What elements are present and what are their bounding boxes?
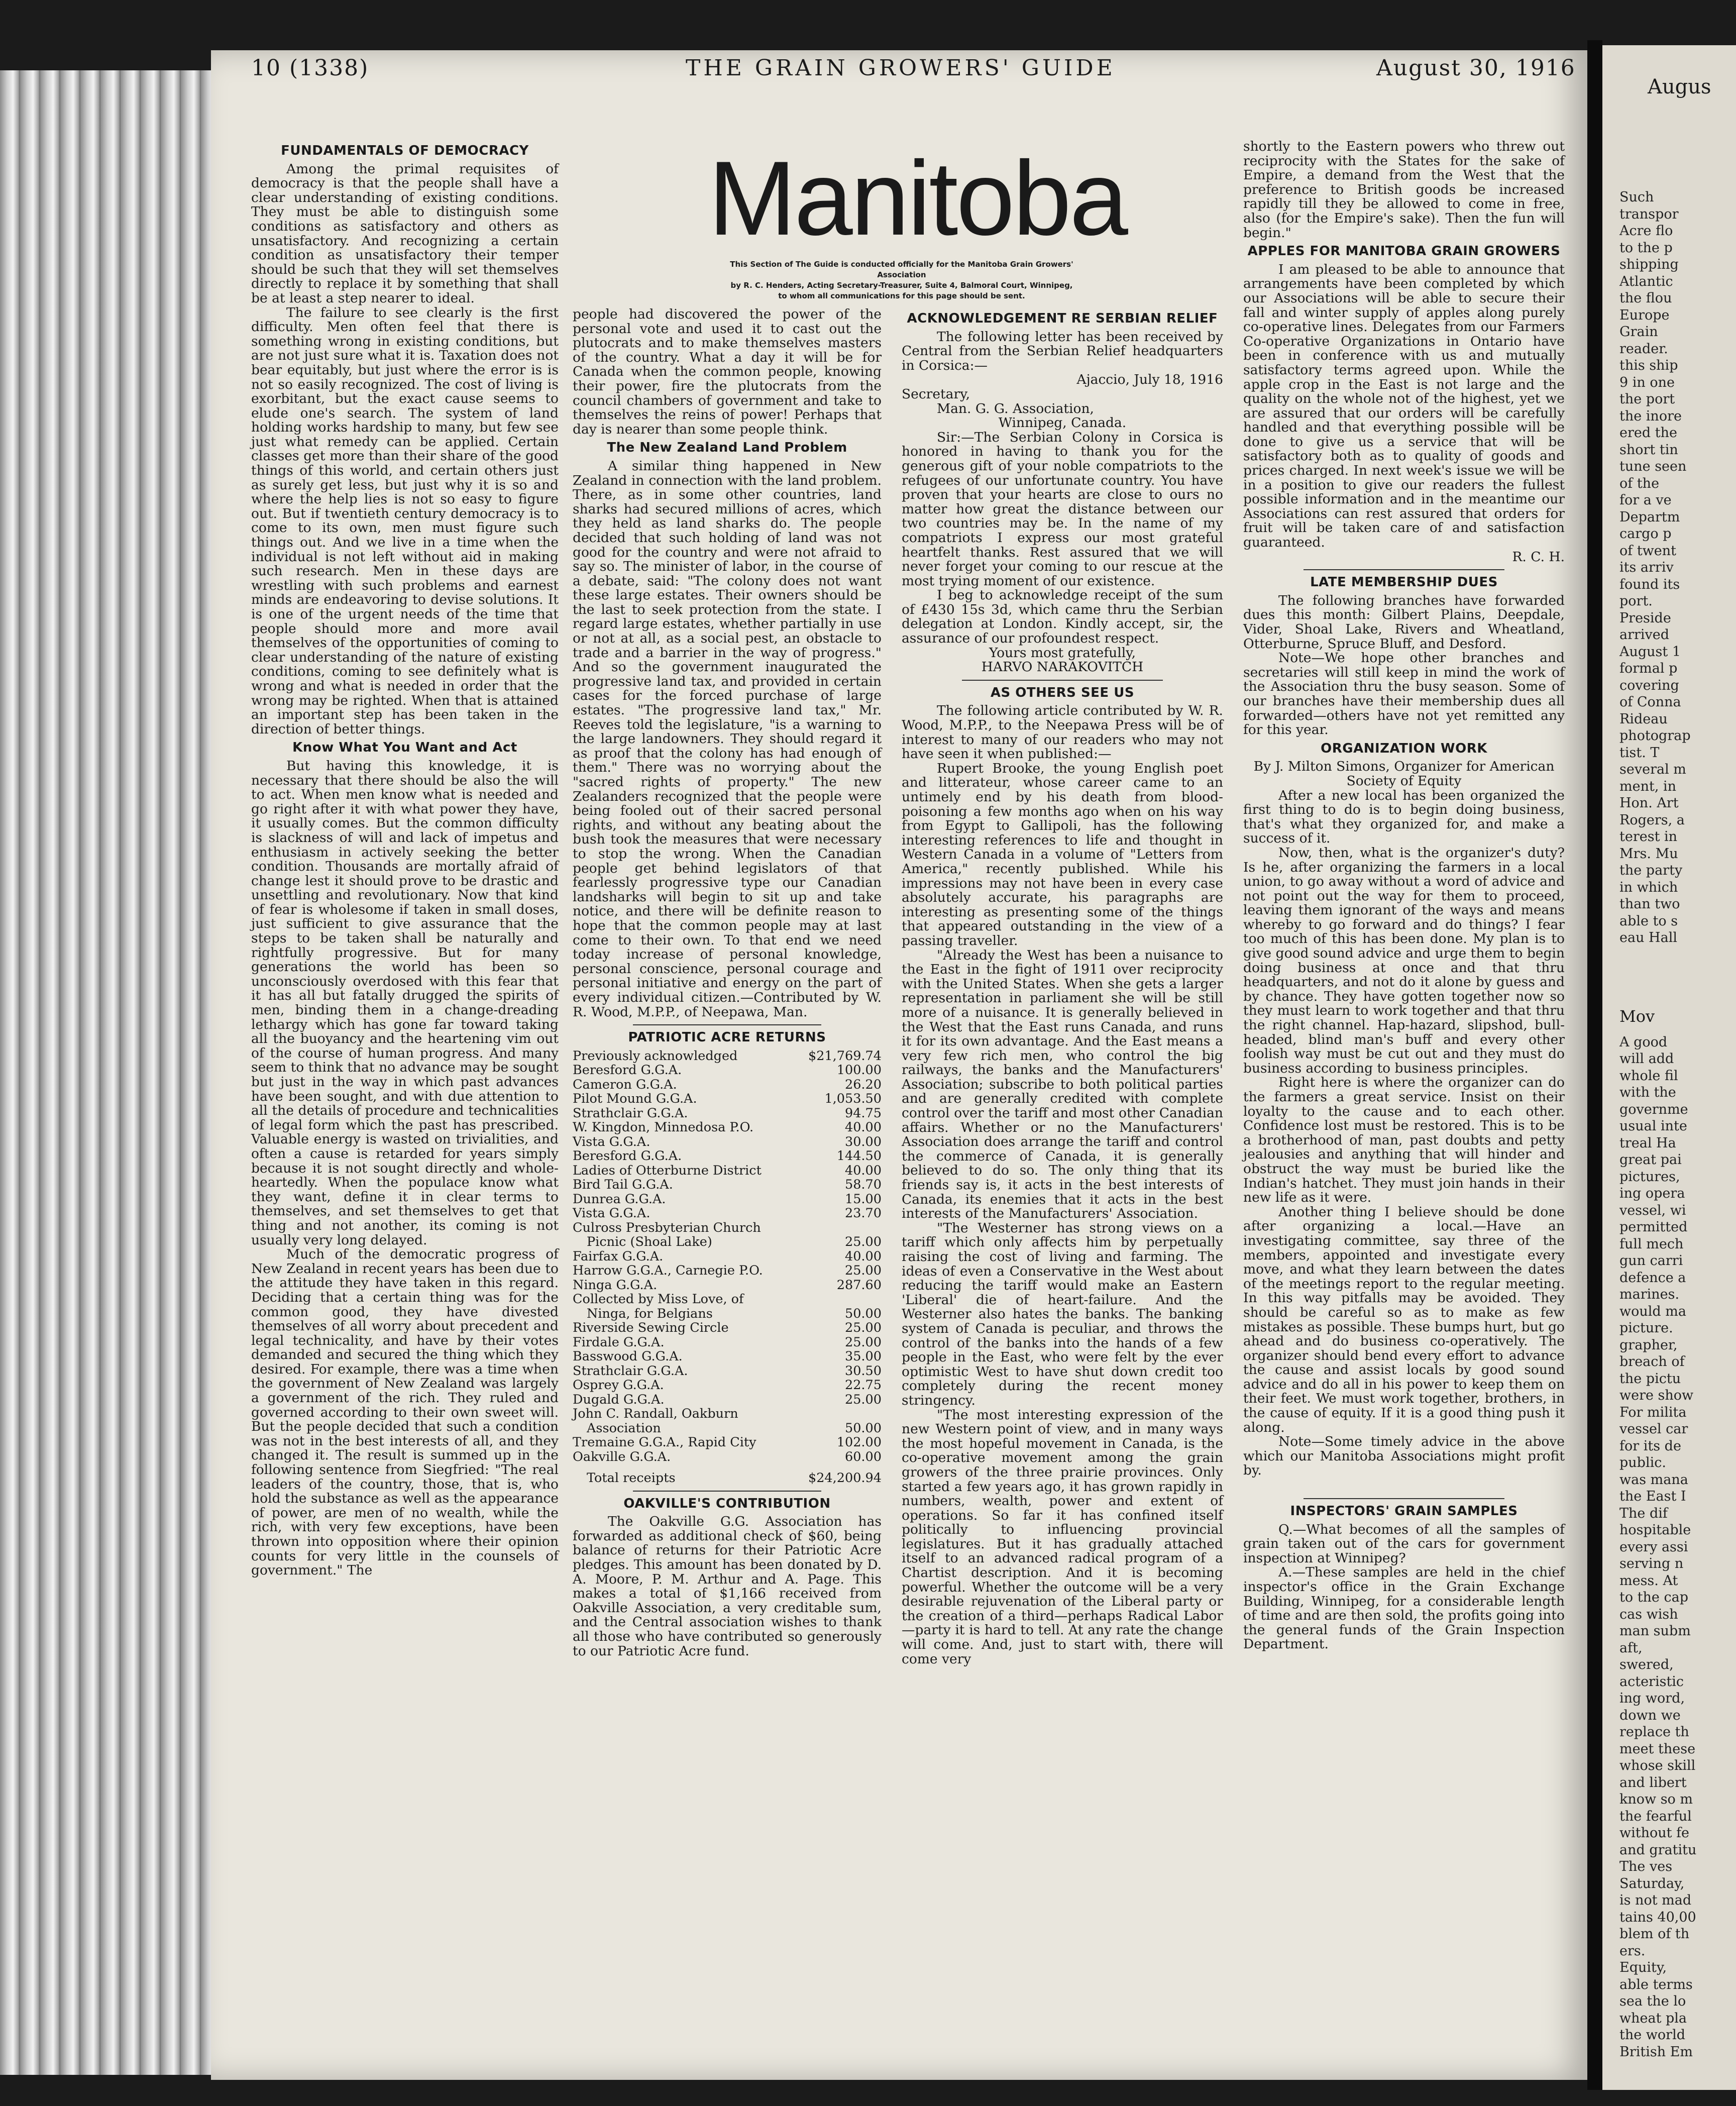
acre-total-value: $24,200.94 (808, 1470, 882, 1486)
paragraph: Sir:—The Serbian Colony in Corsica is honored in having to thank you for the generous gift of your noble compatriots to the refugees of our unfortunate country. You have proven that your hearts are close to ours no matter how great the distance between our two countries may be. In the name of my compatriots I express our most grateful heartfelt thanks. Rest assured that we will never forget your coming to our rescue at the most trying moment of our existence. (902, 429, 1223, 589)
facing-page-line: For milita (1619, 1404, 1687, 1420)
acre-row-value: 144.50 (836, 1148, 882, 1164)
paragraph: The following letter has been received by Central from the Serbian Relief headquarters in Corsica:— (902, 329, 1223, 373)
facing-page-line: was mana (1619, 1471, 1688, 1488)
acre-row (573, 1378, 882, 1393)
column-1 (251, 140, 559, 1578)
acre-row-value: 50.00 (844, 1306, 882, 1321)
acre-row (573, 1063, 882, 1078)
facing-page-line: eau Hall (1619, 930, 1677, 945)
acre-row-name: Dugald G.G.A. (573, 1392, 665, 1407)
acre-row-name: Picnic (Shoal Lake) (587, 1234, 712, 1250)
facing-page-line: Preside (1619, 610, 1671, 626)
heading-new-zealand-land-problem: The New Zealand Land Problem (607, 440, 847, 456)
facing-page-line: man subm (1619, 1623, 1691, 1639)
facing-page-line: the world (1619, 2027, 1685, 2043)
facing-page-line: serving n (1619, 1556, 1684, 1571)
facing-page-line: ment, in (1619, 778, 1677, 794)
paragraph: A similar thing happened in New Zealand in connection with the land problem. There, as in some other countries, land sharks had secured millions of acres, which they held as land sharks do. The people decided that such holding of land was not good for the country and were not afraid to say so. The minister of labor, in the course of a debate, said: "The colony does not want these large estates. Their owners should be the last to seek protection from the state. I regard large estates, whether partially in use or not at all, as a social pest, an obstacle to trade and a barrier in the way of progress." And so the government inaugurated the progressive land tax, and provided in certain cases for the forced purchase of large estates. "The progressive land tax," Mr. Reeves told the legislature, "is a warning to the large landowners. They should regard it as proof that the colony has had enough of them." There was no worrying about the "sacred rights of property." The new Zealanders recognized that the people were being fooled out of their sacred personal rights, and without any beating about the bush took the measures that were necessary to stop the wrong. When the Canadian people get behind legislators of that fearlessly progressive type our Canadian landsharks will begin to sit up and take notice, and there will be definite reason to hope that the common people may at last come to their own. To that end we need today increase of personal knowledge, personal conscience, personal courage and personal initiative and energy on the part of every individual citizen.—Contributed by W. R. Wood, M.P.P., of Neepawa, Man. (573, 458, 882, 1020)
facing-page-line: photograp (1619, 728, 1691, 744)
acre-row-value: 25.00 (844, 1320, 882, 1336)
facing-page-line: vessel car (1619, 1421, 1688, 1437)
heading-late-membership-dues: LATE MEMBERSHIP DUES (1310, 575, 1498, 590)
facing-page-line: ers. (1619, 1943, 1646, 1959)
facing-page-line: tains 40,00 (1619, 1909, 1696, 1925)
facing-page-line: for a ve (1619, 492, 1672, 508)
paragraph: Much of the democratic progress of New Zealand in recent years has been due to the attitude they have taken in this regard. Deciding that a certain thing was for the common good, they have divested themselves of all worry about precedent and legal technicality, and have by their votes demanded and secured the thing which they desired. For example, there was a time when the government of New Zealand was largely a government of the rich. They ruled and governed according to their own sweet will. But the people decided that such a condition was not in the best interests of all, and they changed it. The result is summed up in the following sentence from Siegfried: "The real leaders of the country, those, that is, who hold the substance as well as the appearance of power, are men of no wealth, while the rich, with very few exceptions, have been thrown into opposition where their opinion counts for very little in the counsels of government." The (251, 1246, 559, 1578)
facing-page-line: the fearful (1619, 1808, 1692, 1824)
facing-page-line: full mech (1619, 1236, 1684, 1252)
facing-page-line: several m (1619, 762, 1686, 777)
facing-page-line: the East I (1619, 1489, 1686, 1504)
acre-row (573, 1407, 882, 1421)
facing-page-line: Departm (1619, 509, 1680, 525)
facing-page-line: Acre flo (1619, 223, 1673, 239)
facing-page-line: usual inte (1619, 1118, 1687, 1134)
facing-page-line: tune seen (1619, 459, 1687, 474)
facing-page-line: pictures, (1619, 1169, 1680, 1185)
column-2 (573, 307, 882, 1658)
facing-page-line: arrived (1619, 627, 1670, 643)
facing-page-line: ered the (1619, 425, 1677, 441)
facing-page-line: replace th (1619, 1724, 1689, 1740)
facing-page-line: in which (1619, 879, 1678, 895)
acre-row-name: John C. Randall, Oakburn (573, 1406, 738, 1422)
acre-row-name: Vista G.G.A. (573, 1134, 650, 1149)
facing-page-line: covering (1619, 677, 1679, 693)
acre-row-value: 287.60 (836, 1277, 882, 1293)
masthead-note-line: to whom all communications for this page should be sent. (778, 291, 1025, 300)
letter-closing: Yours most gratefully, (989, 645, 1136, 661)
acre-row-name: Pilot Mound G.G.A. (573, 1091, 697, 1107)
acre-row (573, 1263, 882, 1278)
facing-page-line: public. (1619, 1455, 1666, 1470)
facing-page-line: Rideau (1619, 711, 1668, 727)
acre-row-value: 40.00 (844, 1163, 882, 1178)
facing-page-line: this ship (1619, 358, 1678, 373)
acre-row-value: 26.20 (844, 1077, 882, 1092)
acre-row-name: Cameron G.G.A. (573, 1077, 677, 1092)
facing-page-line: permitted (1619, 1219, 1688, 1235)
acre-row-name: Tremaine G.G.A., Rapid City (573, 1435, 756, 1450)
acre-row-value: $21,769.74 (808, 1048, 882, 1064)
acre-row (573, 1092, 882, 1106)
facing-page-line: short tin (1619, 442, 1678, 458)
heading-organization-work: ORGANIZATION WORK (1321, 741, 1487, 756)
paragraph: But having this knowledge, it is necessary that there should be also the will to act. When men know what is needed and go right after it with what power they have, it usually comes. But the common difficulty is slackness of will and lack of impetus and enthusiasm in actively seeking the better condition. Thousands are mortally afraid of change lest it should prove to be drastic and unsettling and revolutionary. Now that kind of fear is wholesome if taken in small doses, just sufficient to give assurance that the steps to be taken shall be naturally and rightfully progressive. But for many generations the world has been so unconsciously overdosed with this fear that it has all but fatally drugged the spirits of men, binding them in a change-dreading lethargy which has gone far toward taking all the buoyancy and the heartening vim out of the course of human progress. And many seem to think that no advance may be sought but just in the way in which past advances have been sought, and with due attention to all the details of procedure and technicalities of legal form which the past has prescribed. Valuable energy is wasted on trivialities, and often a cause is retarded for years simply because it is not sought directly and whole-heartedly. When the populace know what they want, define it in clear terms to themselves, and set themselves to get that thing and not another, its coming is not usually very long delayed. (251, 758, 559, 1248)
paragraph: Among the primal requisites of democracy is that the people shall have a clear understanding of existing conditions. They must be able to distinguish some conditions as satisfactory and others as unsatisfactory. And recognizing a certain condition as unsatisfactory their temper should be such that they will set themselves directly to replace it by something that shall be at least a step nearer to ideal. (251, 161, 559, 306)
book-page-edges (0, 70, 211, 2075)
heading-know-what-you-want: Know What You Want and Act (292, 740, 517, 756)
facing-page-line: acteristic (1619, 1673, 1684, 1690)
facing-page-line: great pai (1619, 1152, 1682, 1168)
facing-page-line: able to s (1619, 913, 1678, 929)
acre-row-name: Ninga G.G.A. (573, 1277, 658, 1293)
facing-page-line: Mrs. Mu (1619, 846, 1678, 862)
page-number: 10 (1338) (251, 55, 369, 81)
acre-row (573, 1178, 882, 1192)
acre-total-label: Total receipts (587, 1470, 676, 1486)
facing-page-line: gun carri (1619, 1253, 1683, 1269)
facing-page-line: cargo p (1619, 526, 1672, 542)
facing-page-line: Grain (1619, 324, 1658, 340)
facing-page-header: Augus (1648, 75, 1711, 98)
acre-total-row (573, 1464, 882, 1486)
acre-row-value: 15.00 (844, 1191, 882, 1207)
facing-page-line: the flou (1619, 290, 1672, 306)
acre-row-value: 25.00 (844, 1234, 882, 1250)
acre-row (573, 1435, 882, 1450)
acre-row (573, 1120, 882, 1135)
facing-page-line: 9 in one (1619, 374, 1675, 390)
facing-page-line: sea the lo (1619, 1993, 1686, 2009)
facing-page-line: shipping (1619, 257, 1679, 272)
acre-row-value: 50.00 (844, 1420, 882, 1436)
acre-row-value: 58.70 (844, 1177, 882, 1193)
heading-serbian-relief: ACKNOWLEDGEMENT RE SERBIAN RELIEF (907, 311, 1218, 326)
facing-page-line: August 1 (1619, 644, 1681, 660)
facing-page-line: reader. (1619, 341, 1668, 357)
facing-page-line: cas wish (1619, 1606, 1678, 1622)
acre-row-name: Collected by Miss Love, of (573, 1292, 744, 1307)
masthead (708, 139, 1126, 301)
acre-row-name: Harrow G.G.A., Carnegie P.O. (573, 1263, 763, 1279)
acre-row-value: 94.75 (844, 1105, 882, 1121)
facing-page-line: The dif (1619, 1505, 1668, 1521)
acre-row-value: 30.50 (844, 1363, 882, 1379)
acre-row-name: Strathclair G.G.A. (573, 1105, 688, 1121)
acre-row-value: 1,053.50 (824, 1091, 882, 1107)
facing-page-line: down we (1619, 1707, 1681, 1723)
acre-row-value: 100.00 (836, 1063, 882, 1078)
acre-row (573, 1049, 882, 1064)
acre-row (573, 1235, 882, 1249)
facing-page-line: of the (1619, 475, 1660, 491)
facing-page-line: governme (1619, 1101, 1688, 1117)
paragraph: people had discovered the power of the personal vote and used it to cast out the plutocrats and to make themselves masters of the country. What a day it will be for Canada when the common people, knowing their power, fire the plutocrats from the council chambers of government and take to themselves the reins of power! Perhaps that day is nearer than some people think. (573, 306, 882, 437)
facing-page-subhead: Mov (1619, 1006, 1655, 1026)
facing-page-line: Equity, (1619, 1960, 1667, 1975)
paragraph: Right here is where the organizer can do the farmers a great service. Insist on their loyalty to the cause and to each other. Confidence lost must be restored. This is to be a brotherhood of man, past doubts and petty jealousies and anything that will hinder and obstruct the way must be buried like the Indian's hatchet. They must join hands in their new life as it were. (1243, 1075, 1565, 1206)
letter-address: Man. G. G. Association, (937, 400, 1094, 416)
letter-signature: HARVO NARAKOVITCH (981, 659, 1144, 675)
acre-row (573, 1349, 882, 1364)
acre-row-value (792, 1292, 882, 1307)
facing-page-line: Europe (1619, 307, 1670, 323)
facing-page-line: able terms (1619, 1976, 1693, 1992)
publication-title: THE GRAIN GROWERS' GUIDE (686, 55, 1116, 81)
acre-row-name: W. Kingdon, Minnedosa P.O. (573, 1120, 754, 1135)
facing-page-line: the pictu (1619, 1371, 1681, 1387)
patriotic-acre-table (573, 1049, 882, 1486)
facing-page-line: know so m (1619, 1792, 1693, 1807)
acre-row (573, 1249, 882, 1264)
facing-page-line: Rogers, a (1619, 812, 1685, 828)
acre-row (573, 1221, 882, 1235)
facing-page-lines (1602, 189, 1736, 946)
facing-page-line: and gratitu (1619, 1842, 1697, 1858)
acre-row (573, 1206, 882, 1221)
paragraph: "The Westerner has strong views on a tariff which only affects him by perpetually raising the cost of living and farming. The ideas of even a Conservative in the West about reducing the tariff would make an Eastern 'Liberal' die of heart-failure. And the Westerner also hates the banks. The banking system of Canada is peculiar, and throws the control of the banks into the hands of a few people in the East, who were felt by the ever optimistic West to have shut down credit too completely during the recent money stringency. (902, 1220, 1223, 1408)
masthead-note-line: by R. C. Henders, Acting Secretary-Treasurer, Suite 4, Balmoral Court, Winnipeg, (730, 281, 1073, 290)
facing-page-line: for its de (1619, 1438, 1681, 1454)
issue-date: August 30, 1916 (1376, 55, 1576, 81)
acre-row-value: 40.00 (844, 1120, 882, 1135)
facing-page-line: will add (1619, 1051, 1674, 1067)
facing-page-line: defence a (1619, 1270, 1686, 1286)
divider (1304, 1498, 1504, 1499)
acre-row-value: 102.00 (836, 1435, 882, 1450)
facing-page-line: treal Ha (1619, 1135, 1676, 1151)
facing-page-line: wheat pla (1619, 2010, 1687, 2026)
acre-row-value (792, 1221, 882, 1235)
facing-page-line: picture. (1619, 1320, 1673, 1336)
divider (633, 1491, 821, 1492)
acre-row-value: 35.00 (844, 1349, 882, 1364)
heading-inspectors-grain-samples: INSPECTORS' GRAIN SAMPLES (1290, 1504, 1518, 1519)
acre-row (573, 1421, 882, 1436)
facing-page-line: marines. (1619, 1287, 1680, 1302)
acre-row (573, 1135, 882, 1149)
facing-page-line: vessel, wi (1619, 1202, 1686, 1218)
facing-page-line: mess. At (1619, 1572, 1678, 1589)
paragraph: Q.—What becomes of all the samples of grain taken out of the cars for government inspection at Winnipeg? (1243, 1521, 1565, 1566)
heading-oakvilles-contribution: OAKVILLE'S CONTRIBUTION (623, 1496, 831, 1511)
paragraph: Note—Some timely advice in the above which our Manitoba Associations might profit by. (1243, 1434, 1565, 1479)
facing-page-line: without fe (1619, 1825, 1690, 1841)
facing-page-line: the party (1619, 863, 1683, 878)
facing-page-line: and libert (1619, 1774, 1687, 1791)
facing-page-line: the inore (1619, 408, 1682, 424)
acre-row-name: Dunrea G.G.A. (573, 1191, 666, 1207)
acre-row-name: Bird Tail G.G.A. (573, 1177, 673, 1193)
facing-page-line: tist. T (1619, 745, 1660, 761)
heading-fundamentals-of-democracy: FUNDAMENTALS OF DEMOCRACY (281, 143, 529, 158)
paragraph: After a new local has been organized the first thing to do is to begin doing business, that's what they organized for, and make a success of it. (1243, 787, 1565, 847)
divider (1304, 569, 1504, 570)
acre-row (573, 1106, 882, 1121)
facing-page-line: ing opera (1619, 1186, 1685, 1201)
acre-row (573, 1450, 882, 1464)
masthead-note (708, 259, 1095, 301)
facing-page-line: The ves (1619, 1859, 1673, 1874)
facing-page-line: swered, (1619, 1657, 1674, 1672)
acre-row-name: Basswood G.G.A. (573, 1349, 683, 1364)
facing-page-lines-2 (1602, 1034, 1736, 2061)
facing-page-line: Saturday, (1619, 1875, 1685, 1891)
column-4 (1243, 140, 1565, 1652)
acre-row (573, 1292, 882, 1307)
facing-page-line: Atlantic (1619, 273, 1673, 289)
facing-page-line: its arriv (1619, 560, 1674, 575)
acre-row (573, 1335, 882, 1350)
acre-row-value: 25.00 (844, 1263, 882, 1279)
acre-row-value: 25.00 (844, 1392, 882, 1407)
facing-page (1602, 45, 1736, 2090)
facing-page-line: is not mad (1619, 1892, 1692, 1908)
acre-row-name: Ninga, for Belgians (587, 1306, 713, 1321)
paragraph: I beg to acknowledge receipt of the sum of £430 15s 3d, which came thru the Serbian delegation at London. Kindly accept, sir, the assurance of our profoundest respect. (902, 587, 1223, 647)
acre-row (573, 1321, 882, 1335)
acre-row-name: Fairfax G.G.A. (573, 1248, 664, 1264)
divider (962, 680, 1163, 681)
acre-row-value: 25.00 (844, 1334, 882, 1350)
acre-row-name: Culross Presbyterian Church (573, 1220, 761, 1235)
acre-row-name: Ladies of Otterburne District (573, 1163, 762, 1178)
masthead-title: Manitoba (708, 139, 1126, 257)
facing-page-line: Such (1619, 189, 1654, 205)
acre-row-value (792, 1407, 882, 1421)
paragraph: The Oakville G.G. Association has forwarded as additional check of $60, being balance of returns for their Patriotic Acre pledges. This amount has been donated by D. A. Moore, P. M. Arthur and A. Page. This makes a total of $1,166 received from Oakville Association, a very creditable sum, and the Central association wishes to thank all those who have contributed so generously to our Patriotic Acre fund. (573, 1514, 882, 1659)
acre-row-name: Beresford G.G.A. (573, 1148, 682, 1164)
book-gutter (1587, 40, 1602, 2090)
facing-page-line: ing word, (1619, 1691, 1685, 1706)
acre-row-name: Osprey G.G.A. (573, 1378, 664, 1393)
facing-page-line: aft, (1619, 1640, 1643, 1656)
facing-page-line: than two (1619, 896, 1680, 912)
acre-row-name: Riverside Sewing Circle (573, 1320, 729, 1336)
acre-row-name: Firdale G.G.A. (573, 1334, 665, 1350)
facing-page-line: to the cap (1619, 1590, 1688, 1605)
acre-row (573, 1307, 882, 1321)
facing-page-line: were show (1619, 1388, 1694, 1403)
signature-initials: R. C. H. (1512, 549, 1565, 565)
acre-row (573, 1393, 882, 1407)
letter-dateline: Ajaccio, July 18, 1916 (1076, 372, 1223, 388)
acre-row (573, 1192, 882, 1207)
heading-as-others-see-us: AS OTHERS SEE US (990, 685, 1135, 700)
paragraph: Rupert Brooke, the young English poet and litterateur, whose career came to an untimely end by his death from blood-poisoning a few months ago when on his way from Egypt to Gallipoli, has the following interesting references to life and thought in Western Canada in a volume of "Letters from America," recently published. While his impressions may not have been in every case absolutely accurate, his paragraphs are interesting as presenting some of the things that appeared outstanding in the view of a passing traveller. (902, 760, 1223, 949)
divider (633, 1024, 821, 1025)
acre-row-value: 30.00 (844, 1134, 882, 1149)
facing-page-line: blem of th (1619, 1926, 1690, 1942)
facing-page-line: A good (1619, 1034, 1668, 1050)
facing-page-line: formal p (1619, 661, 1678, 676)
acre-row-value: 22.75 (844, 1378, 882, 1393)
acre-row-name: Oakville G.G.A. (573, 1449, 671, 1464)
acre-row-value: 60.00 (844, 1449, 882, 1464)
acre-row-name: Vista G.G.A. (573, 1206, 650, 1221)
paragraph: I am pleased to be able to announce that arrangements have been completed by which our Associations will be able to secure their fall and winter supply of apples along purely co-operative lines. Delegates from our Farmers Co-operative Organizations in Ontario have been in conference with us and mutually satisfactory terms agreed upon. While the apple crop in the East is not large and the quality on the whole not of the highest, yet we are assured that our orders will be carefully handled and that everything possible will be done to give us a service that will be satisfactory both as to quality of goods and prices charged. In next week's issue we will be in a position to give our readers the fullest possible information and in the meantime our Associations can rest assured that orders for fruit will be taken care of and satisfaction guaranteed. (1243, 261, 1565, 551)
masthead-note-line: This Section of The Guide is conducted officially for the Manitoba Grain Growers' Association (730, 260, 1073, 279)
facing-page-line: would ma (1619, 1303, 1686, 1319)
acre-row-value: 23.70 (844, 1206, 882, 1221)
facing-page-line: found its (1619, 576, 1680, 592)
heading-patriotic-acre-returns: PATRIOTIC ACRE RETURNS (628, 1030, 826, 1045)
acre-row-name: Strathclair G.G.A. (573, 1363, 688, 1379)
facing-page-line: of twent (1619, 543, 1677, 559)
acre-row (573, 1364, 882, 1379)
column-3 (902, 307, 1223, 1666)
facing-page-line: to the p (1619, 240, 1673, 256)
byline: By J. Milton Simons, Organizer for American Society of Equity (1253, 759, 1555, 789)
facing-page-line: whose skill (1619, 1758, 1696, 1773)
heading-apples: APPLES FOR MANITOBA GRAIN GROWERS (1247, 244, 1561, 259)
acre-row-name: Previously acknowledged (573, 1048, 738, 1064)
facing-page-line: every assi (1619, 1539, 1688, 1555)
facing-page-line: breach of (1619, 1354, 1685, 1370)
paragraph: shortly to the Eastern powers who threw out reciprocity with the States for the sake of Empire, a demand from the West that the preference to British goods be increased rapidly till they be allowed to come in free, also (for the Empire's sake). Then the fun will begin." (1243, 139, 1565, 241)
acre-row-value: 40.00 (844, 1248, 882, 1264)
paragraph: The failure to see clearly is the first difficulty. Men often feel that there is something wrong in existing conditions, but are not just sure what it is. Taxation does not bear equitably, but just where the error is is not so easily recognized. The cost of living is exorbitant, but the exact cause seems to elude one's search. The system of land holding works hardship to many, but few see just what remedy can be applied. Certain classes get more than their share of the good things of this world, and certain others just as surely get less, but just why it is so and where the help lies is not so easy to figure out. But if twentieth century democracy is to come to its own, men must figure such things out. And we live in a time when the individual is not left without aid in making such research. Men in these days are wrestling with such problems and earnest minds are endeavoring to devise solutions. It is one of the urgent needs of the time that people should more and more avail themselves of the opportunities of coming to clear understanding of the nature of existing conditions, coming to see definitely what is wrong and what is needed in order that the wrong may be righted. When that is attained an important step has been taken in the direction of better things. (251, 304, 559, 737)
facing-page-line: British Em (1619, 2044, 1693, 2060)
acre-row-name: Association (587, 1420, 661, 1436)
paragraph: Note—We hope other branches and secretaries will still keep in mind the work of the Association thru the busy season. Some of our branches have their membership dues all forwarded—others have not yet remitted any for this year. (1243, 650, 1565, 738)
facing-page-line: port. (1619, 593, 1653, 609)
acre-row (573, 1278, 882, 1293)
acre-row (573, 1164, 882, 1178)
paragraph: The following article contributed by W. R. Wood, M.P.P., to the Neepawa Press will be of interest to many of our readers who may not have seen it when published:— (902, 703, 1223, 762)
paragraph: A.—These samples are held in the chief inspector's office in the Grain Exchange Building, Winnipeg, for a considerable length of time and are then sold, the profits going into the general funds of the Grain Inspection Department. (1243, 1564, 1565, 1652)
facing-page-line: transpor (1619, 206, 1679, 222)
paragraph: "The most interesting expression of the new Western point of view, and in many ways the most hopeful movement in Canada, is the co-operative movement among the grain growers of the three prairie provinces. Only started a few years ago, it has grown rapidly in numbers, wealth, power and extent of operations. So far it has confined itself politically to influencing provincial legislatures. But it has gradually attached itself to an advanced radical program of a Chartist description. And it is becoming powerful. Whether the outcome will be a very desirable rejuvenation of the Liberal party or the creation of a third—perhaps Radical Labor—party it is hard to tell. At any rate the change will come. And, just to start with, there will come very (902, 1407, 1223, 1667)
acre-row (573, 1149, 882, 1164)
facing-page-line: of Conna (1619, 694, 1681, 710)
facing-page-line: whole fil (1619, 1068, 1678, 1084)
facing-page-line: with the (1619, 1085, 1676, 1100)
letter-address: Winnipeg, Canada. (998, 415, 1127, 431)
letter-address: Secretary, (902, 386, 970, 402)
paragraph: Another thing I believe should be done after organizing a local.—Have an investigating committee, say three of the members, appointed and investigate every move, and what they learn between the dates of the meetings report to the regular meeting. In this way pitfalls may be avoided. They should be careful so as to make as few mistakes as possible. These bumps hurt, but go ahead and do business co-operatively. The organizer should bend every effort to advance the cause and assist locals by good sound advice and do all in his power to keep them on their feet. We must work together, brothers, in the cause of equity. If it is a good thing push it along. (1243, 1204, 1565, 1435)
facing-page-line: hospitable (1619, 1522, 1691, 1538)
paragraph: Now, then, what is the organizer's duty? Is he, after organizing the farmers in a local union, to go away without a word of advice and not point out the way for them to proceed, leaving them ignorant of the ways and means whereby to go forward and do things? I fear too much of this has been done. My plan is to give good sound advice and urge them to begin doing business at once and that thru headquarters, and not do it alone by guess and by chance. They have gotten together now so they must learn to work together and that thru the right channel. Hap-hazard, slipshod, bull-headed, blind man's buff and every other foolish way must be cut out and they must do business according to business principles. (1243, 845, 1565, 1076)
facing-page-line: the port (1619, 391, 1675, 407)
paragraph: "Already the West has been a nuisance to the East in the fight of 1911 over reciprocity with the United States. When she gets a larger representation in parliament she will be still more of a nuisance. It is generally believed in the West that the East runs Canada, and runs it for its own advantage. And the East means a very few rich men, who control the big railways, the banks and the Manufacturers' Association; subscribe to both political parties and are generally credited with complete control over the tariff and most other Canadian affairs. Whether or no the Manufacturers' Association does arrange the tariff and control the commerce of Canada, it is generally believed to do so. The only thing that its friends say is, it acts in the best interests of Canada, its enemies that it acts in the best interests of the Manufacturers' Association. (902, 947, 1223, 1222)
facing-page-line: terest in (1619, 829, 1678, 845)
facing-page-line: Hon. Art (1619, 795, 1679, 811)
facing-page-line: meet these (1619, 1741, 1696, 1757)
acre-row (573, 1078, 882, 1092)
facing-page-line: grapher, (1619, 1337, 1678, 1353)
paragraph: The following branches have forwarded dues this month: Gilbert Plains, Deepdale, Vider, Shoal Lake, Rivers and Wheatland, Otterburne, Spruce Bluff, and Desford. (1243, 592, 1565, 652)
acre-row-name: Beresford G.G.A. (573, 1063, 682, 1078)
